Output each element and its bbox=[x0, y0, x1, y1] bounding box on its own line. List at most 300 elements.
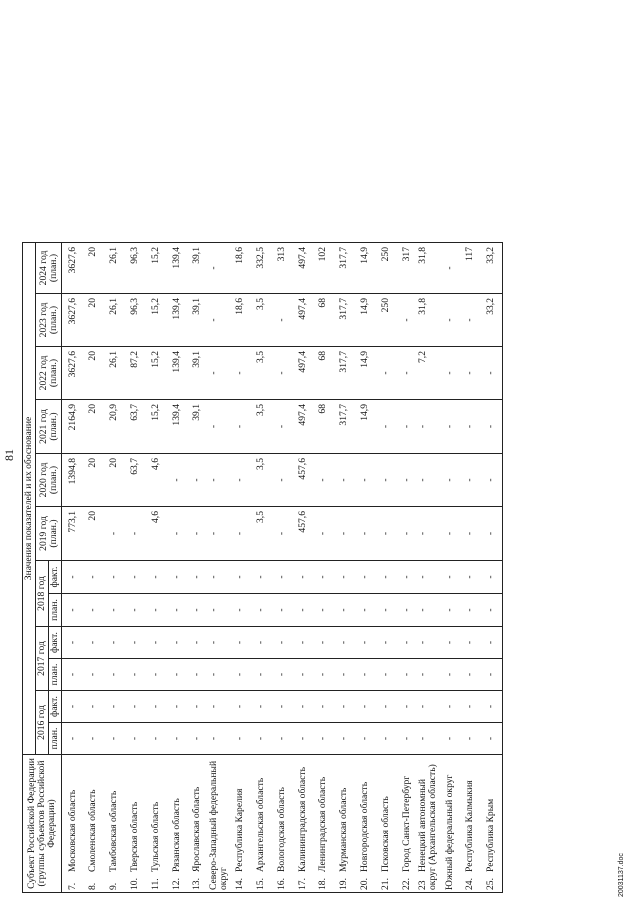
value-cell: - bbox=[125, 627, 146, 659]
value-cell: - bbox=[396, 627, 417, 659]
value-cell: - bbox=[481, 723, 502, 755]
value-cell: - bbox=[271, 294, 292, 347]
value-cell: - bbox=[145, 691, 166, 723]
subject-name: Архангельская область bbox=[255, 777, 267, 872]
value-cell: - bbox=[313, 561, 334, 594]
value-cell: - bbox=[417, 691, 439, 723]
row-number: 14. bbox=[234, 878, 246, 890]
subject-name: Северо-Западный федеральный округ bbox=[207, 760, 229, 890]
value-cell: 4,6 bbox=[145, 507, 166, 561]
value-cell: - bbox=[125, 561, 146, 594]
value-cell: - bbox=[62, 691, 83, 723]
value-cell: - bbox=[396, 723, 417, 755]
value-cell: - bbox=[230, 594, 251, 627]
row-number: 25. bbox=[485, 878, 497, 890]
subject-name: Мурманская область bbox=[338, 787, 350, 872]
value-cell: 39,1 bbox=[187, 294, 208, 347]
value-cell: - bbox=[460, 347, 481, 400]
value-cell: - bbox=[208, 594, 230, 627]
value-cell: 3627,6 bbox=[62, 243, 83, 294]
value-cell: - bbox=[439, 691, 460, 723]
row-number: 17. bbox=[296, 878, 308, 890]
value-cell: 15,2 bbox=[145, 347, 166, 400]
value-cell: - bbox=[187, 627, 208, 659]
subject-cell bbox=[251, 755, 272, 893]
plan-2016-header: план. bbox=[49, 723, 62, 755]
subject-cell bbox=[125, 755, 146, 893]
value-cell: 31,8 bbox=[417, 294, 439, 347]
value-cell: 317,7 bbox=[334, 294, 355, 347]
value-cell: - bbox=[230, 659, 251, 691]
value-cell: - bbox=[396, 454, 417, 507]
subject-cell bbox=[230, 755, 251, 893]
value-cell: - bbox=[251, 659, 272, 691]
value-cell: - bbox=[271, 723, 292, 755]
subject-cell bbox=[83, 755, 104, 893]
value-cell: - bbox=[145, 659, 166, 691]
value-cell: 2164,9 bbox=[62, 400, 83, 454]
value-cell: - bbox=[145, 594, 166, 627]
value-cell: - bbox=[396, 594, 417, 627]
value-cell: - bbox=[460, 723, 481, 755]
value-cell: - bbox=[375, 561, 396, 594]
value-cell: - bbox=[396, 561, 417, 594]
row-number: 18. bbox=[317, 878, 329, 890]
value-cell: - bbox=[417, 594, 439, 627]
fact-2018-header: факт. bbox=[49, 561, 62, 594]
value-cell: - bbox=[460, 294, 481, 347]
value-cell: - bbox=[375, 723, 396, 755]
document-code: 20031137.doc bbox=[618, 853, 625, 897]
subject-name: Калининградская область bbox=[296, 767, 308, 872]
row-number: 11. bbox=[149, 878, 161, 890]
subject-cell bbox=[313, 755, 334, 893]
value-cell: - bbox=[271, 400, 292, 454]
value-cell: - bbox=[83, 561, 104, 594]
value-cell: 457,6 bbox=[292, 507, 313, 561]
value-cell: - bbox=[355, 659, 376, 691]
value-cell: - bbox=[187, 454, 208, 507]
value-cell: - bbox=[292, 561, 313, 594]
value-cell: - bbox=[187, 691, 208, 723]
value-cell: - bbox=[251, 691, 272, 723]
value-cell: 773,1 bbox=[62, 507, 83, 561]
value-cell: 33,2 bbox=[481, 243, 502, 294]
value-cell: - bbox=[292, 627, 313, 659]
value-cell: - bbox=[125, 723, 146, 755]
value-cell: - bbox=[187, 561, 208, 594]
value-cell: - bbox=[460, 454, 481, 507]
value-cell: - bbox=[481, 400, 502, 454]
year-2020-header: 2020 год (план.) bbox=[36, 454, 62, 507]
row-number: 21. bbox=[379, 878, 391, 890]
fact-2017-header: факт. bbox=[49, 627, 62, 659]
year-2017-header: 2017 год bbox=[36, 627, 49, 691]
value-cell: - bbox=[187, 659, 208, 691]
value-cell: 3,5 bbox=[251, 400, 272, 454]
subject-name: Рязанская область bbox=[170, 798, 182, 872]
fact-2016-header: факт. bbox=[49, 691, 62, 723]
value-cell: - bbox=[251, 594, 272, 627]
value-cell: - bbox=[334, 627, 355, 659]
table-row bbox=[208, 243, 230, 893]
year-2018-header: 2018 год bbox=[36, 561, 49, 627]
value-cell: - bbox=[104, 659, 125, 691]
table-row bbox=[125, 243, 146, 893]
value-cell: - bbox=[230, 507, 251, 561]
value-cell: 20,9 bbox=[104, 400, 125, 454]
value-cell: 3627,6 bbox=[62, 347, 83, 400]
value-cell: - bbox=[208, 347, 230, 400]
value-cell: - bbox=[251, 561, 272, 594]
value-cell: - bbox=[334, 691, 355, 723]
value-cell: - bbox=[271, 691, 292, 723]
value-cell: - bbox=[83, 627, 104, 659]
subject-name: Московская область bbox=[66, 789, 78, 872]
value-cell: - bbox=[481, 594, 502, 627]
table-row bbox=[375, 243, 396, 893]
value-cell: - bbox=[355, 691, 376, 723]
subject-cell bbox=[355, 755, 376, 893]
value-cell: 20 bbox=[83, 507, 104, 561]
subject-cell bbox=[334, 755, 355, 893]
subject-cell bbox=[481, 755, 502, 893]
value-cell: - bbox=[460, 400, 481, 454]
value-cell: - bbox=[439, 400, 460, 454]
subject-cell bbox=[417, 755, 439, 893]
value-cell: 14,9 bbox=[355, 400, 376, 454]
row-number: 9. bbox=[108, 882, 120, 890]
value-cell: 497,4 bbox=[292, 347, 313, 400]
value-cell: - bbox=[208, 243, 230, 294]
value-cell: - bbox=[396, 507, 417, 561]
table-row bbox=[355, 243, 376, 893]
subject-cell bbox=[439, 755, 460, 893]
value-cell: - bbox=[271, 347, 292, 400]
subject-name: Вологодская область bbox=[275, 787, 287, 872]
subject-cell bbox=[208, 755, 230, 893]
value-cell: - bbox=[460, 507, 481, 561]
value-cell: - bbox=[187, 507, 208, 561]
value-cell: 87,2 bbox=[125, 347, 146, 400]
subject-column-header: Субъект Российской Федерации (группы субъектов Российской Федерации) bbox=[23, 755, 62, 893]
value-cell: 317,7 bbox=[334, 243, 355, 294]
subject-name: Тульская область bbox=[149, 801, 161, 872]
value-cell: 20 bbox=[104, 454, 125, 507]
table-body bbox=[62, 243, 502, 893]
value-cell: 497,4 bbox=[292, 400, 313, 454]
value-cell: 33,2 bbox=[481, 294, 502, 347]
value-cell: - bbox=[313, 723, 334, 755]
year-2022-header: 2022 год (план.) bbox=[36, 347, 62, 400]
table-row bbox=[334, 243, 355, 893]
value-cell: - bbox=[208, 400, 230, 454]
value-cell: - bbox=[271, 627, 292, 659]
value-cell: 68 bbox=[313, 347, 334, 400]
value-cell: - bbox=[460, 659, 481, 691]
value-cell: - bbox=[208, 507, 230, 561]
value-cell: - bbox=[417, 507, 439, 561]
row-number: 12. bbox=[170, 878, 182, 890]
value-cell: - bbox=[83, 659, 104, 691]
value-cell: 96,3 bbox=[125, 294, 146, 347]
value-cell: - bbox=[481, 347, 502, 400]
value-cell: 68 bbox=[313, 400, 334, 454]
subject-name: Ненецкий автономный округ (Архангельская область) bbox=[417, 764, 439, 890]
value-cell: 15,2 bbox=[145, 294, 166, 347]
subject-name: Республика Калмыкия bbox=[464, 780, 476, 872]
value-cell: - bbox=[439, 454, 460, 507]
value-cell: 139,4 bbox=[166, 294, 187, 347]
table-row bbox=[62, 243, 83, 893]
value-cell: 20 bbox=[83, 347, 104, 400]
value-cell: 3,5 bbox=[251, 294, 272, 347]
value-cell: 31,8 bbox=[417, 243, 439, 294]
value-cell: - bbox=[334, 561, 355, 594]
value-cell: 102 bbox=[313, 243, 334, 294]
year-2023-header: 2023 год (план.) bbox=[36, 294, 62, 347]
value-cell: - bbox=[481, 561, 502, 594]
value-cell: - bbox=[355, 594, 376, 627]
value-cell: - bbox=[355, 627, 376, 659]
year-2021-header: 2021 год (план.) bbox=[36, 400, 62, 454]
table-row bbox=[145, 243, 166, 893]
subject-name: Южный федеральный округ bbox=[443, 774, 455, 890]
value-cell: - bbox=[375, 659, 396, 691]
value-cell: - bbox=[375, 594, 396, 627]
subject-cell bbox=[166, 755, 187, 893]
subject-cell bbox=[145, 755, 166, 893]
subject-cell bbox=[375, 755, 396, 893]
value-cell: - bbox=[334, 723, 355, 755]
value-cell: - bbox=[375, 507, 396, 561]
value-cell: - bbox=[439, 294, 460, 347]
value-cell: - bbox=[125, 691, 146, 723]
value-cell: - bbox=[271, 561, 292, 594]
subject-name: Новгородская область bbox=[359, 781, 371, 872]
value-cell: - bbox=[375, 691, 396, 723]
subject-cell bbox=[62, 755, 83, 893]
year-2016-header: 2016 год bbox=[36, 691, 49, 755]
value-cell: - bbox=[208, 454, 230, 507]
value-cell: - bbox=[375, 454, 396, 507]
value-cell: - bbox=[439, 507, 460, 561]
value-cell: - bbox=[481, 691, 502, 723]
value-cell: - bbox=[208, 659, 230, 691]
value-cell: - bbox=[313, 627, 334, 659]
value-cell: - bbox=[417, 659, 439, 691]
table-row bbox=[313, 243, 334, 893]
subject-cell bbox=[292, 755, 313, 893]
value-cell: - bbox=[166, 723, 187, 755]
value-cell: - bbox=[187, 723, 208, 755]
value-cell: - bbox=[460, 594, 481, 627]
subject-name: Ленинградская область bbox=[317, 776, 329, 872]
value-cell: 15,2 bbox=[145, 243, 166, 294]
value-cell: - bbox=[396, 691, 417, 723]
value-cell: 20 bbox=[83, 454, 104, 507]
value-cell: - bbox=[396, 294, 417, 347]
value-cell: - bbox=[313, 507, 334, 561]
value-cell: - bbox=[271, 454, 292, 507]
value-cell: - bbox=[166, 454, 187, 507]
table-row bbox=[481, 243, 502, 893]
value-cell: - bbox=[355, 454, 376, 507]
value-cell: - bbox=[439, 659, 460, 691]
value-cell: - bbox=[439, 723, 460, 755]
value-cell: - bbox=[62, 561, 83, 594]
value-cell: 39,1 bbox=[187, 400, 208, 454]
value-cell: - bbox=[230, 723, 251, 755]
table-row bbox=[271, 243, 292, 893]
value-cell: - bbox=[62, 659, 83, 691]
value-cell: - bbox=[145, 627, 166, 659]
value-cell: - bbox=[166, 691, 187, 723]
value-cell: - bbox=[208, 691, 230, 723]
value-cell: - bbox=[292, 691, 313, 723]
value-cell: - bbox=[271, 659, 292, 691]
value-cell: - bbox=[417, 561, 439, 594]
value-cell: - bbox=[62, 723, 83, 755]
value-cell: 313 bbox=[271, 243, 292, 294]
value-cell: 117 bbox=[460, 243, 481, 294]
row-number: 13. bbox=[191, 878, 203, 890]
plan-2018-header: план. bbox=[49, 594, 62, 627]
value-cell: - bbox=[125, 659, 146, 691]
row-number: 8. bbox=[87, 882, 99, 890]
value-cell: - bbox=[375, 627, 396, 659]
value-cell: 317,7 bbox=[334, 400, 355, 454]
value-cell: - bbox=[355, 723, 376, 755]
value-cell: - bbox=[104, 561, 125, 594]
value-cell: - bbox=[230, 400, 251, 454]
subject-name: Псковская область bbox=[379, 796, 391, 872]
value-cell: 139,4 bbox=[166, 400, 187, 454]
value-cell: - bbox=[417, 400, 439, 454]
value-cell: - bbox=[166, 627, 187, 659]
row-number: 19. bbox=[338, 878, 350, 890]
table-row bbox=[292, 243, 313, 893]
value-cell: 139,4 bbox=[166, 243, 187, 294]
value-cell: - bbox=[396, 400, 417, 454]
value-cell: - bbox=[313, 659, 334, 691]
value-cell: - bbox=[396, 659, 417, 691]
row-number: 23 bbox=[417, 880, 429, 890]
row-number: 16. bbox=[275, 878, 287, 890]
value-cell: - bbox=[313, 691, 334, 723]
value-cell: - bbox=[460, 691, 481, 723]
value-cell: - bbox=[481, 507, 502, 561]
value-cell: - bbox=[334, 594, 355, 627]
value-cell: - bbox=[375, 400, 396, 454]
value-cell: - bbox=[166, 507, 187, 561]
value-cell: 332,5 bbox=[251, 243, 272, 294]
value-cell: - bbox=[125, 507, 146, 561]
value-cell: 26,1 bbox=[104, 347, 125, 400]
value-cell: 26,1 bbox=[104, 243, 125, 294]
value-cell: 497,4 bbox=[292, 243, 313, 294]
value-cell: - bbox=[83, 691, 104, 723]
table-row bbox=[439, 243, 460, 893]
subject-cell bbox=[104, 755, 125, 893]
value-cell: - bbox=[145, 561, 166, 594]
subject-name: Город Санкт-Петербург bbox=[400, 775, 412, 872]
value-cell: - bbox=[313, 594, 334, 627]
value-cell: - bbox=[251, 627, 272, 659]
subject-name: Ярославская область bbox=[191, 786, 203, 872]
value-cell: - bbox=[292, 594, 313, 627]
value-cell: 497,4 bbox=[292, 294, 313, 347]
value-cell: - bbox=[251, 723, 272, 755]
value-cell: 3,5 bbox=[251, 507, 272, 561]
value-cell: - bbox=[460, 627, 481, 659]
value-cell: 4,6 bbox=[145, 454, 166, 507]
page-number: 81 bbox=[2, 449, 16, 461]
table-row bbox=[166, 243, 187, 893]
value-cell: - bbox=[83, 723, 104, 755]
value-cell: 1394,8 bbox=[62, 454, 83, 507]
value-cell: 3,5 bbox=[251, 347, 272, 400]
value-cell: - bbox=[481, 627, 502, 659]
value-cell: - bbox=[355, 561, 376, 594]
value-cell: 18,6 bbox=[230, 294, 251, 347]
value-cell: - bbox=[83, 594, 104, 627]
value-cell: 63,7 bbox=[125, 454, 146, 507]
indicators-header: Значения показателей и их обоснование bbox=[23, 243, 36, 755]
subject-cell bbox=[396, 755, 417, 893]
value-cell: - bbox=[481, 454, 502, 507]
table-row bbox=[104, 243, 125, 893]
value-cell: - bbox=[417, 723, 439, 755]
value-cell: - bbox=[104, 594, 125, 627]
value-cell: 39,1 bbox=[187, 347, 208, 400]
value-cell: - bbox=[208, 294, 230, 347]
value-cell: - bbox=[313, 454, 334, 507]
value-cell: 96,3 bbox=[125, 243, 146, 294]
row-number: 10. bbox=[128, 878, 140, 890]
value-cell: - bbox=[417, 627, 439, 659]
row-number: 7. bbox=[66, 882, 78, 890]
subject-cell bbox=[187, 755, 208, 893]
value-cell: - bbox=[230, 691, 251, 723]
value-cell: 20 bbox=[83, 294, 104, 347]
value-cell: 317 bbox=[396, 243, 417, 294]
value-cell: - bbox=[62, 594, 83, 627]
value-cell: - bbox=[439, 561, 460, 594]
value-cell: - bbox=[145, 723, 166, 755]
value-cell: 3,5 bbox=[251, 454, 272, 507]
subject-name: Смоленская область bbox=[87, 789, 99, 872]
table-row bbox=[396, 243, 417, 893]
value-cell: - bbox=[396, 347, 417, 400]
value-cell: - bbox=[187, 594, 208, 627]
value-cell: - bbox=[439, 243, 460, 294]
table-row bbox=[460, 243, 481, 893]
value-cell: 14,9 bbox=[355, 294, 376, 347]
plan-2017-header: план. bbox=[49, 659, 62, 691]
value-cell: - bbox=[334, 454, 355, 507]
value-cell: 7,2 bbox=[417, 347, 439, 400]
value-cell: - bbox=[292, 659, 313, 691]
value-cell: 250 bbox=[375, 243, 396, 294]
value-cell: - bbox=[334, 659, 355, 691]
subject-name: Тамбовская область bbox=[108, 790, 120, 872]
year-2019-header: 2019 год (план.) bbox=[36, 507, 62, 561]
value-cell: 63,7 bbox=[125, 400, 146, 454]
value-cell: - bbox=[481, 659, 502, 691]
value-cell: - bbox=[417, 454, 439, 507]
table-row bbox=[83, 243, 104, 893]
